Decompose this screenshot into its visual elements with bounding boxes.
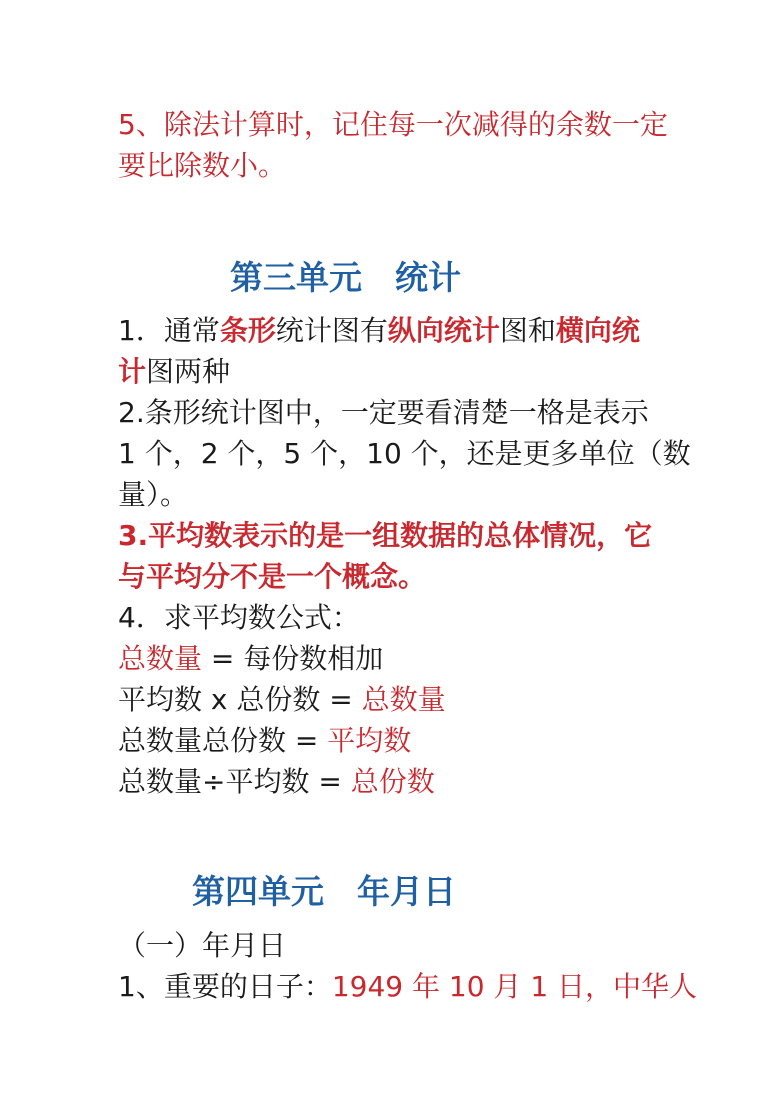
unit3-item3-line2: 与平均分不是一个概念。: [118, 560, 427, 593]
formula-text: 总数量÷平均数 =: [118, 765, 351, 798]
unit4-item1: [118, 966, 697, 1007]
text-segment: 1．通常: [118, 314, 220, 347]
text-segment: 统计图有: [275, 314, 388, 347]
highlight-term: 纵向统计: [387, 314, 500, 347]
unit3-item3-line1: 3.平均数表示的是一组数据的总体情况，它: [118, 519, 653, 552]
formula-text: 总数量总份数 =: [118, 724, 328, 757]
unit4-subsection-1: （一）年月日: [118, 929, 287, 962]
formula-2: [118, 679, 446, 720]
formula-text: 平均数 x 总份数 =: [118, 683, 362, 716]
text-segment: 图两种: [146, 355, 231, 388]
unit3-item1-line2: [118, 351, 230, 392]
unit3-item1-line1: [118, 310, 640, 351]
formula-text: = 每份数相加: [202, 642, 384, 675]
formula-term: 总数量: [118, 642, 203, 675]
unit3-heading: 第三单元 统计: [230, 258, 461, 297]
highlight-term: 条形: [219, 314, 276, 347]
formula-4: [118, 761, 435, 802]
highlight-term: 横向统: [555, 314, 640, 347]
formula-3: [118, 720, 411, 761]
formula-term: 总数量: [361, 683, 446, 716]
highlight-term: 1949 年 10 月 1 日，中华人: [331, 970, 698, 1003]
unit4-heading: 第四单元 年月日: [192, 872, 456, 911]
unit3-item2-line3: 量）。: [118, 478, 189, 511]
unit3-item2-line2: 1 个，2 个，5 个，10 个，还是更多单位（数: [118, 437, 691, 470]
formula-term: 平均数: [327, 724, 412, 757]
text-segment: 图和: [499, 314, 556, 347]
formula-term: 总份数: [350, 765, 435, 798]
unit3-item2-line1: 2.条形统计图中，一定要看清楚一格是表示: [118, 396, 649, 429]
unit2-item5-line1: 5、除法计算时，记住每一次减得的余数一定: [118, 108, 668, 141]
unit2-item5-line2: 要比除数小。: [118, 149, 287, 182]
text-segment: 1、重要的日子：: [118, 970, 332, 1003]
unit3-item4: 4．求平均数公式：: [118, 601, 360, 634]
formula-1: [118, 638, 383, 679]
highlight-term: 计: [118, 355, 147, 388]
